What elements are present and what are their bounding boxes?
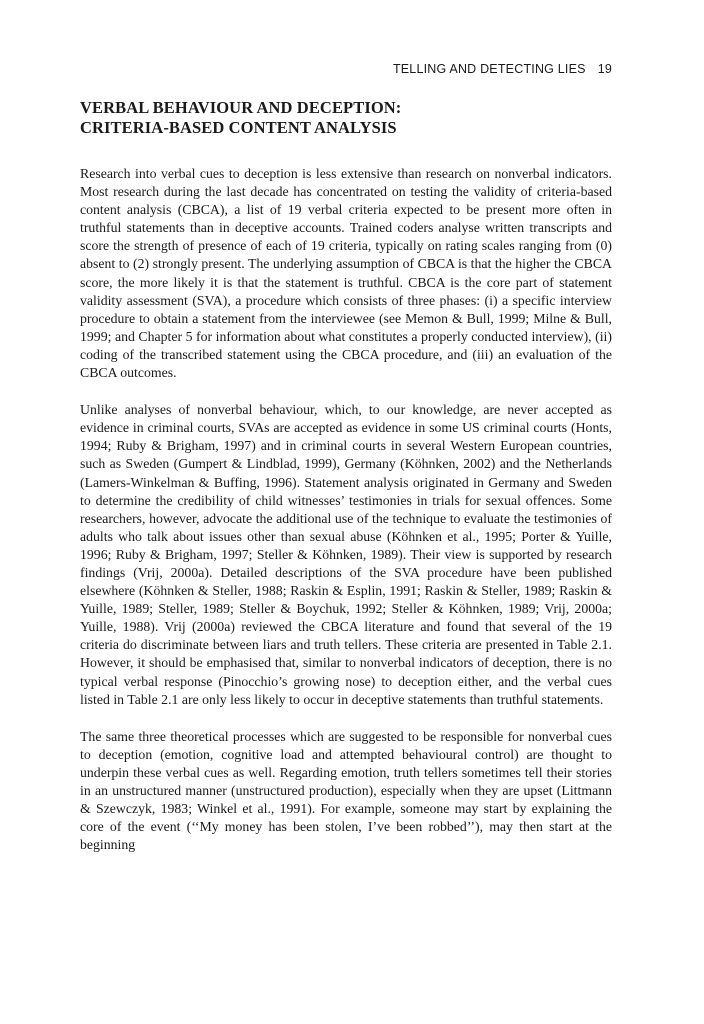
- book-page: [80, 62, 612, 873]
- section-heading-line-1: VERBAL BEHAVIOUR AND DECEPTION:: [80, 98, 402, 117]
- running-head-title: TELLING AND DETECTING LIES: [392, 62, 586, 76]
- section-heading: [80, 98, 612, 138]
- paragraph-theoretical-processes: The same three theoretical processes which are suggested to be responsible for nonverbal cues to deception (emotion, cognitive load and attempted behavioural control) are thought to underpin these verbal cues as well. Regarding emotion, truth tellers sometimes tell their stories in an unstructured manner (unstructured production), especially when they are upset (Littmann & Szewczyk, 1983; Winkel et al., 1991). For example, someone may start by explaining the core of the event (‘‘My money has been stolen, I’ve been robbed’’), may then start at the beginning: [80, 728, 612, 853]
- paragraph-cbca-intro: Research into verbal cues to deception is less extensive than research on nonverbal indicators. Most research during the last decade has concentrated on testing the validity of criteria-based content analysis (CBCA), a list of 19 verbal criteria expected to be present more often in truthful statements than in deceptive accounts. Trained coders analyse written transcripts and score the strength of presence of each of 19 criteria, typically on rating scales ranging from (0) absent to (2) strongly present. The underlying assumption of CBCA is that the higher the CBCA score, the more likely it is that the statement is truthful. CBCA is the core part of statement validity assessment (SVA), a procedure which consists of three phases: (i) a specific interview procedure to obtain a statement from the interviewee (see Memon & Bull, 1999; Milne & Bull, 1999; and Chapter 5 for information about what constitutes a properly conducted interview), (ii) coding of the transcribed statement using the CBCA procedure, and (iii) an evaluation of the CBCA outcomes.: [80, 166, 612, 381]
- section-heading-line-2: CRITERIA-BASED CONTENT ANALYSIS: [80, 118, 397, 137]
- paragraph-sva-courts: Unlike analyses of nonverbal behaviour, which, to our knowledge, are never accepted as evidence in criminal courts, SVAs are accepted as evidence in some US criminal courts (Honts, 1994; Ruby & Brigham, 1997) and in criminal courts in several Western European countries, such as Sweden (Gumpert & Lindblad, 1999), Germany (Köhnken, 2002) and the Netherlands (Lamers-Winkelman & Buffing, 1996). Statement analysis originated in Germany and Sweden to determine the credibility of child witnesses’ testimonies in trials for sexual offences. Some researchers, however, advocate the additional use of the technique to evaluate the testimonies of adults who talk about issues other than sexual abuse (Köhnken et al., 1995; Porter & Yuille, 1996; Ruby & Brigham, 1997; Steller & Köhnken, 1989). Their view is supported by research findings (Vrij, 2000a). Detailed descriptions of the SVA procedure have been published elsewhere (Köhnken & Steller, 1988; Raskin & Esplin, 1991; Raskin & Steller, 1989; Raskin & Yuille, 1989; Steller, 1989; Steller & Boychuk, 1992; Steller & Köhnken, 1989; Vrij, 2000a; Yuille, 1988). Vrij (2000a) reviewed the CBCA literature and found that several of the 19 criteria do discriminate between liars and truth tellers. These criteria are presented in Table 2.1. However, it should be emphasised that, similar to nonverbal indicators of deception, there is no typical verbal response (Pinocchio’s growing nose) to deception either, and the verbal cues listed in Table 2.1 are only less likely to occur in deceptive statements than truthful statements.: [80, 402, 612, 707]
- page-number: 19: [597, 62, 612, 76]
- running-head: [80, 62, 612, 76]
